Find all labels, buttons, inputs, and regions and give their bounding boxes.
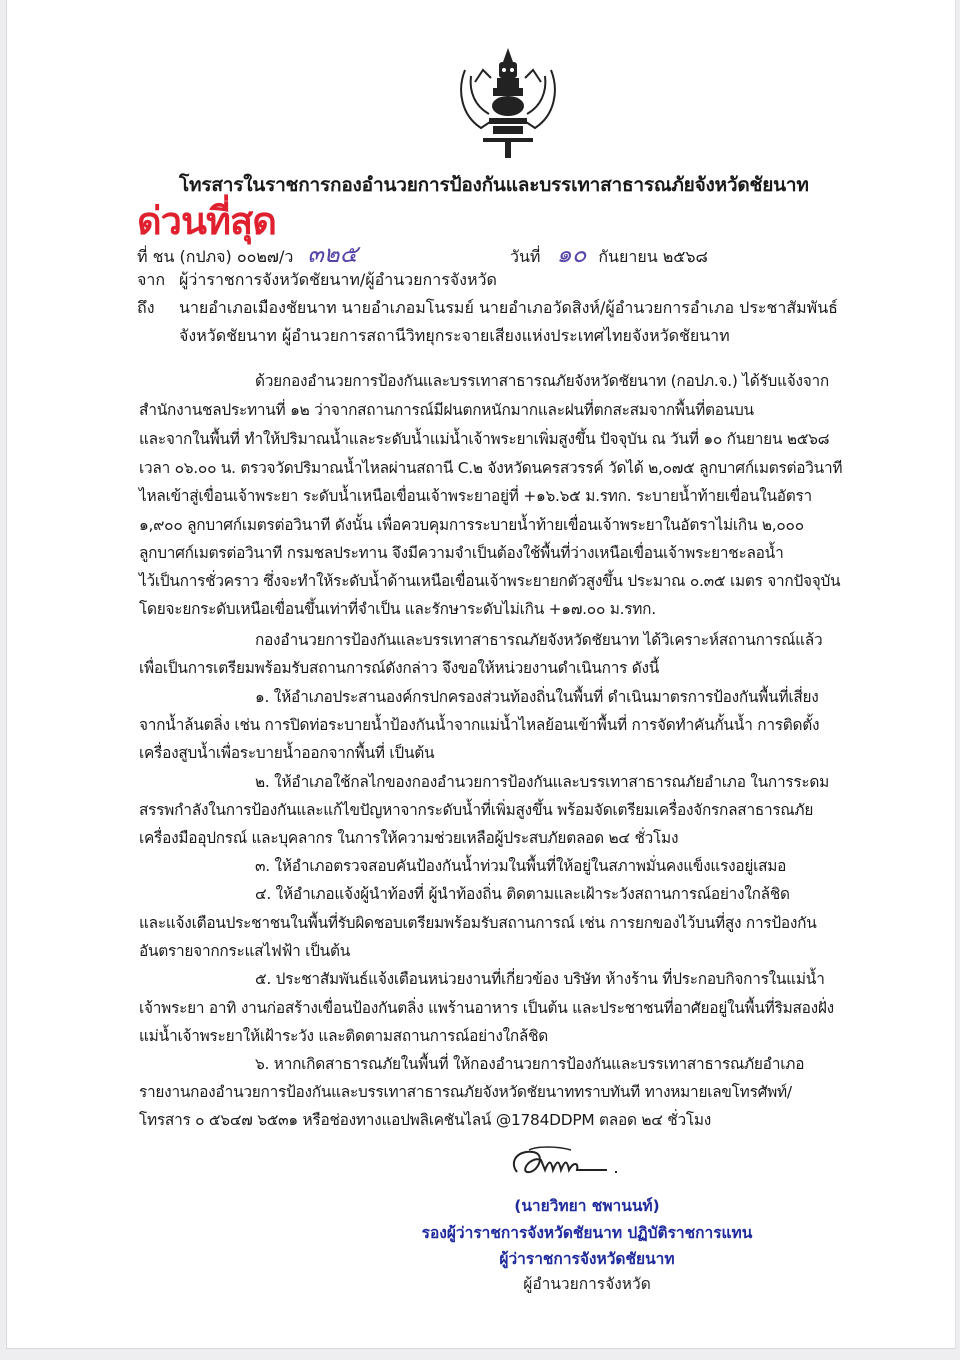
handwritten-signature-icon [507, 1142, 637, 1184]
body-line: เพื่อเป็นการเตรียมพร้อมรับสถานการณ์ดังกล่าว จึงขอให้หน่วยงานดำเนินการ ดังนี้ [139, 659, 660, 677]
signatory-name: (นายวิทยา ชพานนท์) [514, 1197, 660, 1215]
date-month-year: กันยายน ๒๕๖๘ [598, 247, 708, 266]
from-label: จาก [137, 270, 166, 289]
list-item-3: ๓. ให้อำเภอตรวจสอบคันป้องกันน้ำท่วมในพื้นที่ให้อยู่ในสภาพมั่นคงแข็งแรงอยู่เสมอ [255, 857, 787, 875]
document-number-handwritten: ๓๒๕ [307, 240, 358, 268]
body-line: สำนักงานชลประทานที่ ๑๒ ว่าจากสถานการณ์มีฝนตกหนักมากและฝนที่ตกสะสมจากพื้นที่ตอนบน [139, 401, 754, 419]
body-line: กองอำนวยการป้องกันและบรรเทาสาธารณภัยจังหวัดชัยนาท ได้วิเคราะห์สถานการณ์แล้ว [255, 631, 823, 649]
body-line: ๑,๙๐๐ ลูกบาศก์เมตรต่อวินาที ดังนั้น เพื่อควบคุมการระบายน้ำท้ายเขื่อนเจ้าพระยาในอัตราไม่เกิน ๒,๐๐๐ [139, 516, 804, 534]
body-line: แม่น้ำเจ้าพระยาให้เฝ้าระวัง และติดตามสถานการณ์อย่างใกล้ชิด [139, 1027, 549, 1045]
body-line: โทรสาร ๐ ๕๖๔๗ ๖๕๓๑ หรือช่องทางแอปพลิเคชันไลน์ @1784DDPM ตลอด ๒๔ ชั่วโมง [139, 1111, 712, 1129]
body-line: ลูกบาศก์เมตรต่อวินาที กรมชลประทาน จึงมีความจำเป็นต้องใช้พื้นที่ว่างเหนือเขื่อนเจ้าพระยาชะลอน้ำ [139, 544, 784, 562]
to-row [137, 296, 838, 321]
body-line: โดยจะยกระดับเหนือเขื่อนขึ้นเท่าที่จำเป็น และรักษาระดับไม่เกิน +๑๗.๐๐ ม.รทก. [139, 600, 656, 618]
document-number-label: ที่ ชน (กปภจ) ๐๐๒๗/ว [137, 247, 294, 266]
list-item-2: ๒. ให้อำเภอใช้กลไกของกองอำนวยการป้องกันและบรรเทาสาธารณภัยอำเภอ ในการระดม [255, 773, 830, 791]
body-line: ไหลเข้าสู่เขื่อนเจ้าพระยา ระดับน้ำเหนือเขื่อนเจ้าพระยาอยู่ที่ +๑๖.๖๕ ม.รทก. ระบายน้ำท้ายเขื่อนในอัตรา [139, 487, 812, 505]
document-page [6, 0, 956, 1349]
document-title: โทรสารในราชการกองอำนวยการป้องกันและบรรเทาสาธารณภัยจังหวัดชัยนาท [179, 174, 809, 196]
body-line: และแจ้งเตือนประชาชนในพื้นที่รับผิดชอบเตรียมพร้อมรับสถานการณ์ เช่น การยกของไว้บนที่สูง การป้องกัน [139, 914, 817, 932]
from-value: ผู้ว่าราชการจังหวัดชัยนาท/ผู้อำนวยการจังหวัด [179, 270, 497, 289]
signatory-position-3: ผู้อำนวยการจังหวัด [523, 1275, 651, 1293]
body-line: เจ้าพระยา อาทิ งานก่อสร้างเขื่อนป้องกันตลิ่ง แพร้านอาหาร เป็นต้น และประชาชนที่อาศัยอยู่ในพื้นที่ริมสองฝั่ง [139, 999, 834, 1017]
body-line: เครื่องสูบน้ำเพื่อระบายน้ำออกจากพื้นที่ เป็นต้น [139, 744, 435, 762]
list-item-6: ๖. หากเกิดสาธารณภัยในพื้นที่ ให้กองอำนวยการป้องกันและบรรเทาสาธารณภัยอำเภอ [255, 1055, 805, 1073]
body-line: อันตรายจากกระแสไฟฟ้า เป็นต้น [139, 942, 350, 960]
body-line: สรรพกำลังในการป้องกันและแก้ไขปัญหาจากระดับน้ำที่เพิ่มสูงขึ้น พร้อมจัดเตรียมเครื่องจักรกลสาธารณภัย [139, 801, 814, 819]
document-date [510, 234, 708, 273]
urgency-stamp: ด่วนที่สุด [137, 199, 276, 243]
body-line: เครื่องมืออุปกรณ์ และบุคลากร ในการให้ความช่วยเหลือผู้ประสบภัยตลอด ๒๔ ชั่วโมง [139, 829, 679, 847]
to-value-line2: จังหวัดชัยนาท ผู้อำนวยการสถานีวิทยุกระจายเสียงแห่งประเทศไทยจังหวัดชัยนาท [179, 326, 730, 345]
list-item-4: ๔. ให้อำเภอแจ้งผู้นำท้องที่ ผู้นำท้องถิ่น ติดตามและเฝ้าระวังสถานการณ์อย่างใกล้ชิด [255, 885, 790, 903]
date-label: วันที่ [510, 247, 541, 266]
body-line: เวลา ๐๖.๐๐ น. ตรวจวัดปริมาณน้ำไหลผ่านสถานี C.๒ จังหวัดนครสวรรค์ วัดได้ ๒,๐๗๕ ลูกบาศก์เมตรต่อวินาที [139, 459, 843, 477]
to-label: ถึง [137, 298, 155, 317]
body-line: รายงานกองอำนวยการป้องกันและบรรเทาสาธารณภัยจังหวัดชัยนาททราบทันที ทางหมายเลขโทรศัพท์/ [139, 1083, 792, 1101]
from-row [137, 268, 497, 293]
list-item-1: ๑. ให้อำเภอประสานองค์กรปกครองส่วนท้องถิ่นในพื้นที่ ดำเนินมาตรการป้องกันพื้นที่เสี่ยง [255, 688, 819, 706]
date-day-handwritten: ๑๐ [556, 240, 587, 268]
body-line: และจากในพื้นที่ ทำให้ปริมาณน้ำและระดับน้ำแม่น้ำเจ้าพระยาเพิ่มสูงขึ้น ปัจจุบัน ณ วันที่ ๑๐ กันยายน ๒๕๖๘ [139, 430, 830, 448]
signatory-position-1: รองผู้ว่าราชการจังหวัดชัยนาท ปฏิบัติราชการแทน [421, 1224, 753, 1242]
body-line: จากน้ำล้นตลิ่ง เช่น การปิดท่อระบายน้ำป้องกันน้ำจากแม่น้ำไหลย้อนเข้าพื้นที่ การจัดทำคันกั้นน้ำ การติดตั้ง [139, 716, 820, 734]
signatory-position-2: ผู้ว่าราชการจังหวัดชัยนาท [499, 1250, 675, 1268]
list-item-5: ๕. ประชาสัมพันธ์แจ้งเตือนหน่วยงานที่เกี่ยวข้อง บริษัท ห้างร้าน ที่ประกอบกิจการในแม่น้ำ [255, 970, 825, 988]
body-line: ด้วยกองอำนวยการป้องกันและบรรเทาสาธารณภัยจังหวัดชัยนาท (กอปภ.จ.) ได้รับแจ้งจาก [255, 372, 830, 390]
body-line: ไว้เป็นการชั่วคราว ซึ่งจะทำให้ระดับน้ำด้านเหนือเขื่อนเจ้าพระยายกตัวสูงขึ้น ประมาณ ๐.๓๕ เมตร จากปัจจุบัน [139, 572, 841, 590]
garuda-emblem-icon [453, 40, 563, 162]
to-value-line1: นายอำเภอเมืองชัยนาท นายอำเภอมโนรมย์ นายอำเภอวัดสิงห์/ผู้อำนวยการอำเภอ ประชาสัมพันธ์ [179, 298, 838, 317]
